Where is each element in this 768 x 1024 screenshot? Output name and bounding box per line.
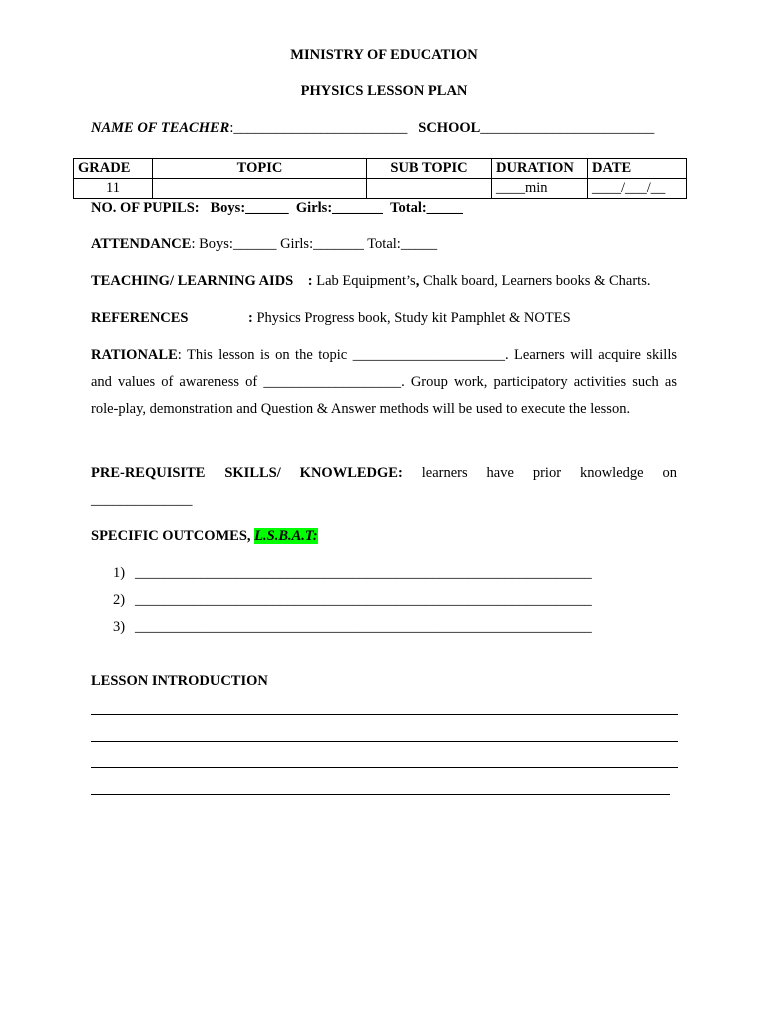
subtopic-cell[interactable] [367, 179, 492, 199]
duration-header: DURATION [492, 159, 588, 179]
pupils-boys[interactable]: Boys:______ [210, 200, 289, 216]
pupils-total[interactable]: Total:_____ [390, 200, 463, 216]
teaching-aids-line [91, 273, 650, 290]
references-colon: : [248, 310, 253, 326]
attendance-line [91, 236, 437, 253]
rationale-text: : This lesson is on the topic _____________________. Learners will acquire skills and values of awareness of ___________________. Group work, participatory activities such as role-play, demonstration and Question & Answer methods will be used to execute the lesson. [91, 347, 677, 417]
introduction-writing-line[interactable] [91, 767, 678, 768]
teacher-school-line [91, 120, 654, 137]
ministry-heading: MINISTRY OF EDUCATION [290, 47, 478, 63]
references-value [248, 310, 571, 327]
date-cell[interactable]: ____/___/__ [588, 179, 687, 199]
rationale-paragraph [91, 342, 677, 423]
introduction-writing-line[interactable] [91, 714, 678, 715]
topic-header: TOPIC [153, 159, 367, 179]
references-line [91, 310, 571, 327]
attendance-text[interactable]: : Boys:______ Girls:_______ Total:_____ [191, 236, 438, 252]
teacher-label: NAME OF TEACHER [91, 120, 230, 136]
attendance-label: ATTENDANCE [91, 236, 192, 252]
specific-outcomes-label: SPECIFIC OUTCOMES, [91, 528, 255, 544]
grade-header: GRADE [74, 159, 153, 179]
outcome-line[interactable]: _______________________________________________________________ [135, 619, 592, 635]
introduction-writing-line[interactable] [91, 794, 670, 795]
teaching-aids-label: TEACHING/ LEARNING AIDS [91, 273, 294, 289]
outcome-item[interactable] [113, 619, 592, 636]
teaching-aids-colon: : [307, 273, 313, 289]
prerequisite-blank[interactable]: ______________ [91, 492, 193, 508]
outcome-number: 1) [113, 565, 126, 581]
school-label: SCHOOL [418, 120, 481, 136]
outcome-item[interactable] [113, 592, 592, 609]
prerequisite-line [91, 465, 677, 482]
specific-outcomes-heading [91, 528, 318, 545]
pupils-line [91, 200, 463, 217]
outcome-item[interactable] [113, 565, 592, 582]
prerequisite-text: learners have prior knowledge on [421, 465, 677, 481]
topic-cell[interactable] [153, 179, 367, 199]
duration-cell[interactable]: ____min [492, 179, 588, 199]
date-header: DATE [588, 159, 687, 179]
table-header-row [74, 159, 687, 179]
references-text: Physics Progress book, Study kit Pamphlet & NOTES [252, 310, 571, 326]
references-label: REFERENCES [91, 310, 189, 326]
grade-cell[interactable]: 11 [74, 179, 153, 199]
outcome-number: 2) [113, 592, 126, 608]
lesson-plan-title: PHYSICS LESSON PLAN [300, 83, 468, 99]
rationale-label: RATIONALE [91, 347, 178, 363]
outcome-number: 3) [113, 619, 126, 635]
introduction-writing-line[interactable] [91, 741, 678, 742]
prerequisite-label: PRE-REQUISITE SKILLS/ KNOWLEDGE: [91, 465, 403, 481]
teaching-aids-text-b: Chalk board, Learners books & Charts. [419, 273, 651, 289]
outcome-line[interactable]: _______________________________________________________________ [135, 592, 592, 608]
school-blank[interactable]: ________________________ [480, 120, 655, 136]
teaching-aids-comma: , [415, 273, 420, 289]
subtopic-header: SUB TOPIC [367, 159, 492, 179]
pupils-girls[interactable]: Girls:_______ [295, 200, 383, 216]
table-row [74, 179, 687, 199]
teacher-blank[interactable]: :________________________ [229, 120, 408, 136]
lesson-details-table [73, 158, 687, 199]
teaching-aids-text-a: Lab Equipment’s [312, 273, 416, 289]
pupils-label: NO. OF PUPILS: [91, 200, 200, 216]
outcome-line[interactable]: _______________________________________________________________ [135, 565, 592, 581]
lsbat-highlight: L.S.B.A.T: [254, 528, 318, 544]
lesson-introduction-heading: LESSON INTRODUCTION [91, 673, 268, 689]
